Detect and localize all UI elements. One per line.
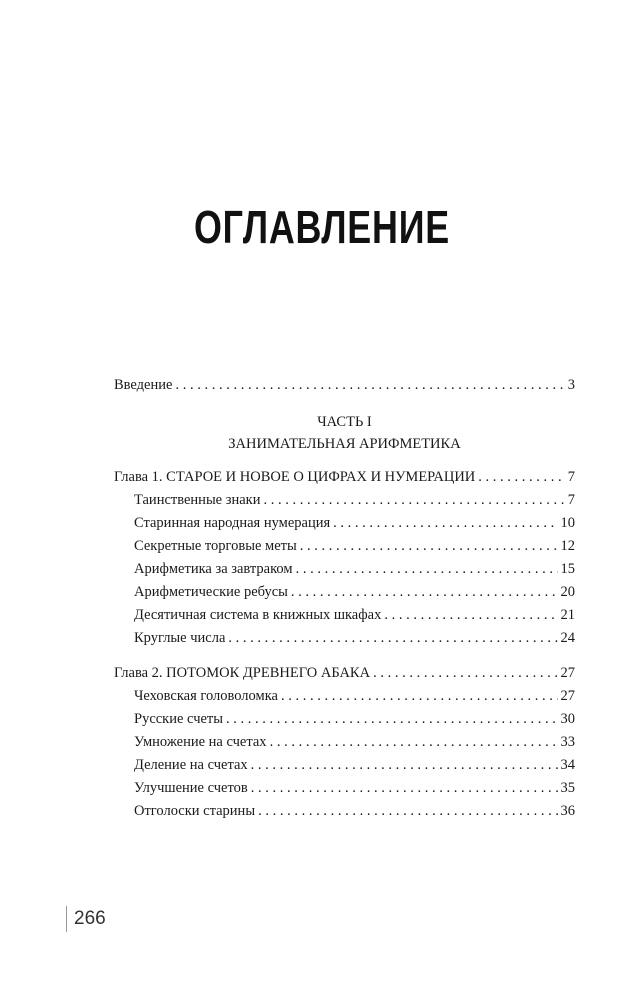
dot-leader (373, 662, 557, 685)
dot-leader (281, 685, 558, 708)
toc-entry-label: Глава 1. СТАРОЕ И НОВОЕ О ЦИФРАХ И НУМЕРАЦИИ (114, 469, 476, 485)
dot-leader (228, 627, 557, 650)
toc-entry-page: 35 (560, 780, 575, 796)
toc-section[interactable] (114, 685, 575, 708)
dot-leader (478, 466, 564, 489)
toc-entry-label: Таинственные знаки (134, 492, 261, 508)
toc-entry-page: 3 (567, 377, 575, 393)
toc-entry-label: Круглые числа (134, 630, 226, 646)
table-of-contents (114, 374, 575, 823)
toc-section[interactable] (114, 754, 575, 777)
toc-entry-label: Арифметика за завтраком (134, 561, 293, 577)
toc-entry-page: 34 (560, 757, 575, 773)
dot-leader (251, 754, 558, 777)
toc-entry-page: 36 (560, 803, 575, 819)
toc-entry-label: Старинная народная нумерация (134, 515, 331, 531)
dot-leader (270, 731, 558, 754)
toc-section[interactable] (114, 512, 575, 535)
toc-entry-page: 12 (560, 538, 575, 554)
toc-entry-label: Улучшение счетов (134, 780, 248, 796)
toc-entry-page: 33 (560, 734, 575, 750)
toc-section[interactable] (114, 800, 575, 823)
dot-leader (263, 489, 564, 512)
dot-leader (251, 777, 558, 800)
toc-entry-label: Отголоски старины (134, 803, 256, 819)
toc-section[interactable] (114, 708, 575, 731)
dot-leader (296, 558, 558, 581)
toc-entry-page: 7 (567, 492, 575, 508)
dot-leader (258, 800, 557, 823)
dot-leader (175, 374, 564, 397)
toc-entry-page: 27 (560, 688, 575, 704)
toc-section[interactable] (114, 581, 575, 604)
toc-chapter-1[interactable] (114, 466, 575, 489)
dot-leader (384, 604, 557, 627)
toc-entry-label: Деление на счетах (134, 757, 248, 773)
toc-section[interactable] (114, 627, 575, 650)
toc-entry-label: Секретные торговые меты (134, 538, 297, 554)
toc-entry-page: 20 (560, 584, 575, 600)
dot-leader (300, 535, 558, 558)
toc-entry-label: Русские счеты (134, 711, 224, 727)
part-number: ЧАСТЬ I (317, 414, 372, 430)
part-name: ЗАНИМАТЕЛЬНАЯ АРИФМЕТИКА (228, 436, 461, 452)
toc-section[interactable] (114, 489, 575, 512)
toc-entry-label: Чеховская головоломка (134, 688, 278, 704)
toc-entry-label: Глава 2. ПОТОМОК ДРЕВНЕГО АБАКА (114, 665, 371, 681)
toc-entry-page: 10 (560, 515, 575, 531)
dot-leader (291, 581, 558, 604)
page-title: ОГЛАВЛЕНИЕ (193, 201, 451, 253)
toc-entry-page: 15 (560, 561, 575, 577)
page-number: 266 (66, 906, 106, 932)
toc-section[interactable] (114, 731, 575, 754)
toc-entry-page: 7 (567, 469, 575, 485)
toc-entry-label: Арифметические ребусы (134, 584, 288, 600)
part-header (114, 411, 575, 455)
toc-chapter-2[interactable] (114, 662, 575, 685)
toc-section[interactable] (114, 535, 575, 558)
toc-entry-intro[interactable] (114, 374, 575, 397)
toc-entry-page: 21 (560, 607, 575, 623)
toc-entry-page: 27 (560, 665, 575, 681)
toc-section[interactable] (114, 558, 575, 581)
toc-section[interactable] (114, 777, 575, 800)
toc-entry-label: Десятичная система в книжных шкафах (134, 607, 382, 623)
toc-section[interactable] (114, 604, 575, 627)
toc-entry-label: Умножение на счетах (134, 734, 267, 750)
dot-leader (333, 512, 557, 535)
dot-leader (226, 708, 557, 731)
toc-entry-page: 30 (560, 711, 575, 727)
toc-entry-label: Введение (114, 377, 173, 393)
toc-entry-page: 24 (560, 630, 575, 646)
